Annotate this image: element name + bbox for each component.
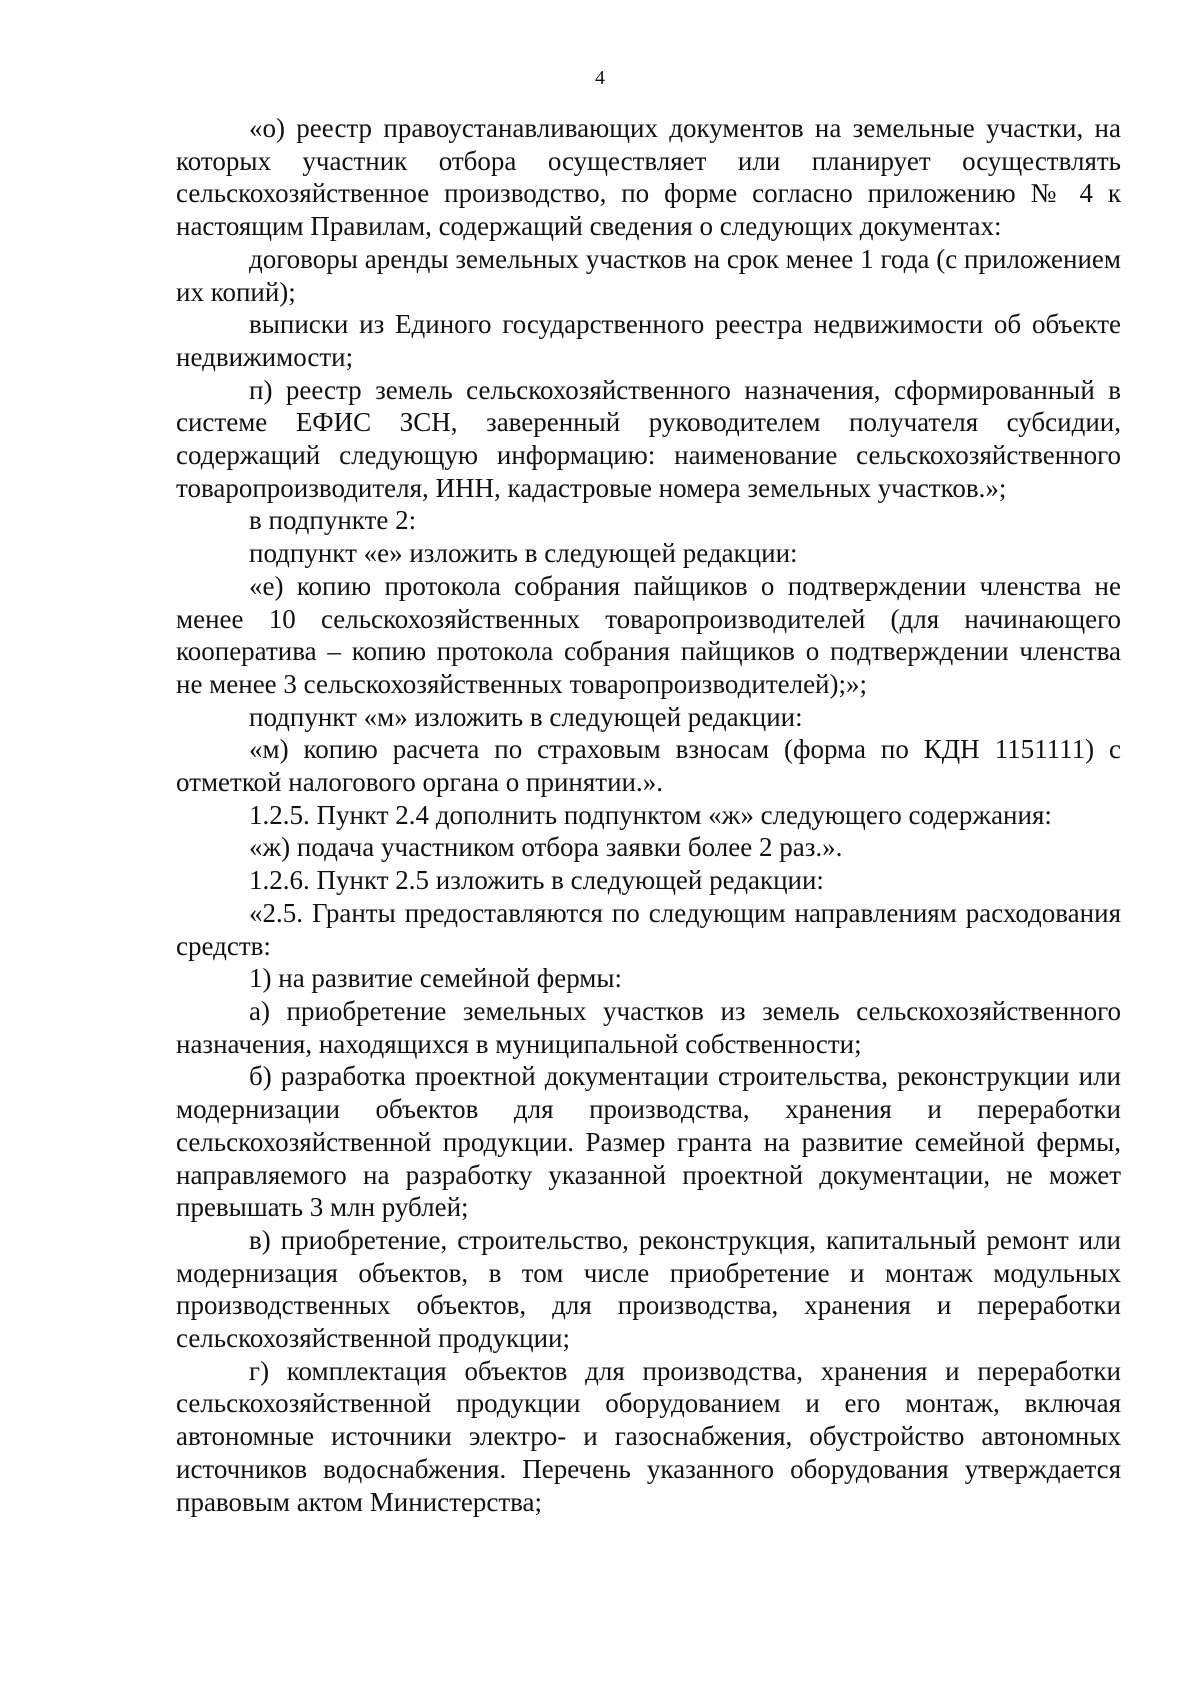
paragraph-lease-agreements: договоры аренды земельных участков на срок менее 1 года (с приложением их копий); [176,243,1121,307]
paragraph-subclause-2: в подпункте 2: [249,505,417,536]
paragraph-item-a: а) приобретение земельных участков из земель сельскохозяйственного назначения, находящихся в муниципальной собственности; [176,995,1121,1059]
paragraph-subclause-e-intro: подпункт «е» изложить в следующей редакции: [249,538,798,569]
paragraph-1-2-6: 1.2.6. Пункт 2.5 изложить в следующей редакции: [249,865,824,896]
paragraph-o-registry: «о) реестр правоустанавливающих документов на земельные участки, на которых участник отбора осуществляет или планирует осуществлять сельскохозяйственное производство, по форме согласно приложению № 4 к настоящим Правилам, содержащий сведения о следующих документах: [176,113,1121,242]
paragraph-item-g: г) комплектация объектов для производства, хранения и переработки сельскохозяйственной продукции оборудованием и его монтаж, включая автономные источники электро- и газоснабжения, обустройство автономных источников водоснабжения. Перечень указанного оборудования утверждается правовым актом Министерства; [176,1355,1121,1517]
paragraph-subclause-m: «м) копию расчета по страховым взносам (форма по КДН 1151111) с отметкой налогового органа о принятии.». [176,734,1121,798]
paragraph-subclause-m-intro: подпункт «м» изложить в следующей редакции: [249,701,803,732]
paragraph-subclause-e: «е) копию протокола собрания пайщиков о подтверждении членства не менее 10 сельскохозяйственных товаропроизводителей (для начинающего кооператива – копию протокола собрания пайщиков о подтверждении членства не менее 3 сельскохозяйственных товаропроизводителей);»; [176,570,1121,699]
paragraph-2-5-grants: «2.5. Гранты предоставляются по следующим направлениям расходования средств: [176,897,1121,961]
paragraph-item-b: б) разработка проектной документации строительства, реконструкции или модернизации объектов для производства, хранения и переработки сельскохозяйственной продукции. Размер гранта на развитие семейной фермы, направляемого на разработку указанной проектной документации, не может превышать 3 млн рублей; [176,1061,1121,1223]
paragraph-family-farm: 1) на развитие семейной фермы: [249,963,623,994]
paragraph-subclause-zh: «ж) подача участником отбора заявки более 2 раз.». [249,832,843,863]
page-number: 4 [595,67,605,89]
paragraph-1-2-5: 1.2.5. Пункт 2.4 дополнить подпунктом «ж» следующего содержания: [249,799,1052,830]
paragraph-egrn-extracts: выписки из Единого государственного реестра недвижимости об объекте недвижимости; [176,309,1121,372]
paragraph-p-land-registry: п) реестр земель сельскохозяйственного назначения, сформированный в системе ЕФИС ЗСН, заверенный руководителем получателя субсидии, содержащий следующую информацию: наименование сельскохозяйственного товаропроизводителя, ИНН, кадастровые номера земельных участков.»; [176,374,1121,503]
paragraph-item-v: в) приобретение, строительство, реконструкция, капитальный ремонт или модернизация объектов, в том числе приобретение и монтаж модульных производственных объектов, для производства, хранения и переработки сельскохозяйственной продукции; [176,1224,1121,1354]
document-body [176,112,1121,1518]
